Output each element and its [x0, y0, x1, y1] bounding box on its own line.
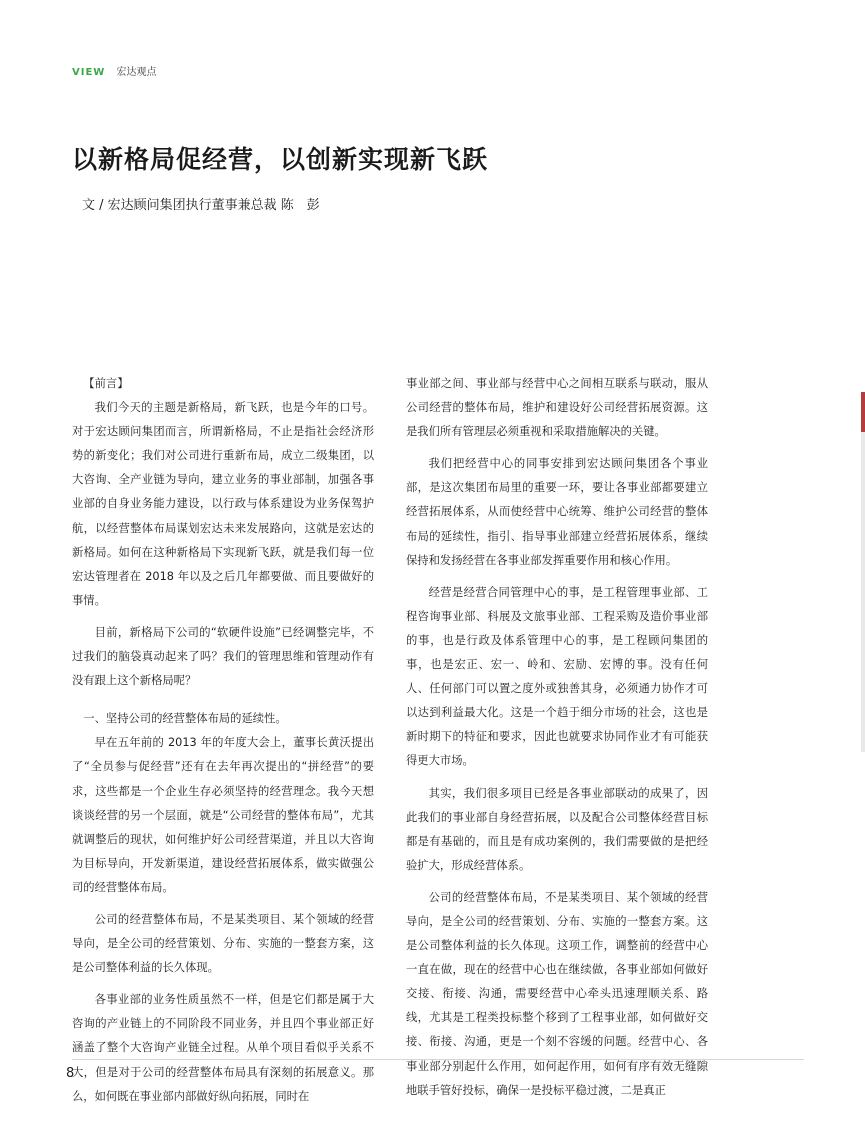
paragraph: 早在五年前的 2013 年的年度大会上，董事长黄沃提出了“全员参与促经营”还有在去年再次提出的“拼经营”的要求，这些都是一个企业生存必须坚持的经营理念。我今天想谈谈经营的另一个层面，就是“公司经营的整体布局”，尤其就调整后的现状，如何维护好公司经营渠道，并且以大咨询为目标导向，开发新渠道，建设经营拓展体系，做实做强公司的经营整体布局。 [72, 736, 374, 894]
paragraph: 目前，新格局下公司的“软硬件设施”已经调整完毕，不过我们的脑袋真动起来了吗？我们的管理思维和管理动作有没有跟上这个新格局呢？ [72, 625, 374, 688]
right-column [406, 372, 708, 1103]
article-title: 以新格局促经营，以创新实现新飞跃 [72, 145, 489, 174]
paragraph: 公司的经营整体布局，不是某类项目、某个领域的经营导向，是全公司的经营策划、分布、实施的一整套方案，这是公司整体利益的长久体现。 [72, 912, 374, 975]
paragraph: 我们把经营中心的同事安排到宏达顾问集团各个事业部，是这次集团布局里的重要一环，要让各事业部都要建立经营拓展体系，从而使经营中心统筹、维护公司经营的整体布局的延续性，指引、指导事业部建立经营拓展体系，继续保持和发扬经营在各事业部发挥重要作用和核心作用。 [406, 457, 708, 567]
paragraph: 公司的经营整体布局，不是某类项目、某个领域的经营导向，是全公司的经营策划、分布、实施的一整套方案。这是公司整体利益的长久体现。这项工作，调整前的经营中心一直在做，现在的经营中心也在继续做，各事业部如何做好交接、衔接、沟通，需要经营中心牵头迅速理顺关系、路线，尤其是工程类投标整个移到了工程事业部，如何做好交接、衔接、沟通，更是一个刻不容缓的问题。经营中心、各事业部分别起什么作用，如何起作用，如何有序有效无缝隙地联手管好投标，确保一是投标平稳过渡，二是真正 [406, 890, 708, 1097]
left-column [72, 372, 374, 1109]
page-number: 8 [66, 1066, 75, 1081]
footer-divider [72, 1059, 804, 1060]
paragraph: 经营是经营合同管理中心的事，是工程管理事业部、工程咨询事业部、科展及文旅事业部、工程采购及造价事业部的事，也是行政及体系管理中心的事，是工程顾问集团的事，也是宏正、宏一、岭和、宏励、宏博的事。没有任何人、任何部门可以置之度外或独善其身，必须通力协作才可以达到利益最大化。这是一个趋于细分市场的社会，这也是新时期下的特征和要求，因此也就要求协同作业才有可能获得更大市场。 [406, 585, 708, 768]
section-header [72, 63, 157, 78]
article-byline: 文 / 宏达顾问集团执行董事兼总裁 陈 彭 [82, 198, 320, 213]
paragraph: 我们今天的主题是新格局，新飞跃，也是今年的口号。对于宏达顾问集团而言，所谓新格局，不止是指社会经济形势的新变化；我们对公司进行重新布局，成立二级集团，以大咨询、全产业链为导向，建立业务的事业部制，加强各事业部的自身业务能力建设，以行政与体系建设为业务保驾护航，以经营整体布局谋划宏达未来发展路向，这就是宏达的新格局。如何在这种新格局下实现新飞跃，就是我们每一位宏达管理者在 2018 年以及之后几年都要做、而且要做好的事情。 [72, 401, 374, 607]
paragraph: 其实，我们很多项目已经是各事业部联动的成果了，因此我们的事业部自身经营拓展，以及配合公司整体经营目标都是有基础的，而且是有成功案例的，我们需要做的是把经验扩大，形成经营体系。 [406, 786, 708, 872]
section-heading: 一、坚持公司的经营整体布局的延续性。 [83, 712, 287, 726]
view-tag: VIEW [72, 67, 106, 78]
paragraph: 事业部之间、事业部与经营中心之间相互联系与联动，服从公司经营的整体布局，维护和建设好公司经营拓展资源。这是我们所有管理层必须重视和采取措施解决的关键。 [406, 377, 708, 439]
page-edge-shadow [861, 432, 865, 752]
section-label: 宏达观点 [116, 67, 157, 78]
paragraph: 各事业部的业务性质虽然不一样，但是它们都是属于大咨询的产业链上的不同阶段不同业务，并且四个事业部正好涵盖了整个大咨询产业链全过程。从单个项目看似乎关系不大，但是对于公司的经营整体布局具有深刻的拓展意义。那么，如何既在事业部内部做好纵向拓展，同时在 [72, 993, 374, 1103]
preface-label: 【前言】 [83, 377, 129, 390]
page-edge-mark [861, 392, 865, 432]
